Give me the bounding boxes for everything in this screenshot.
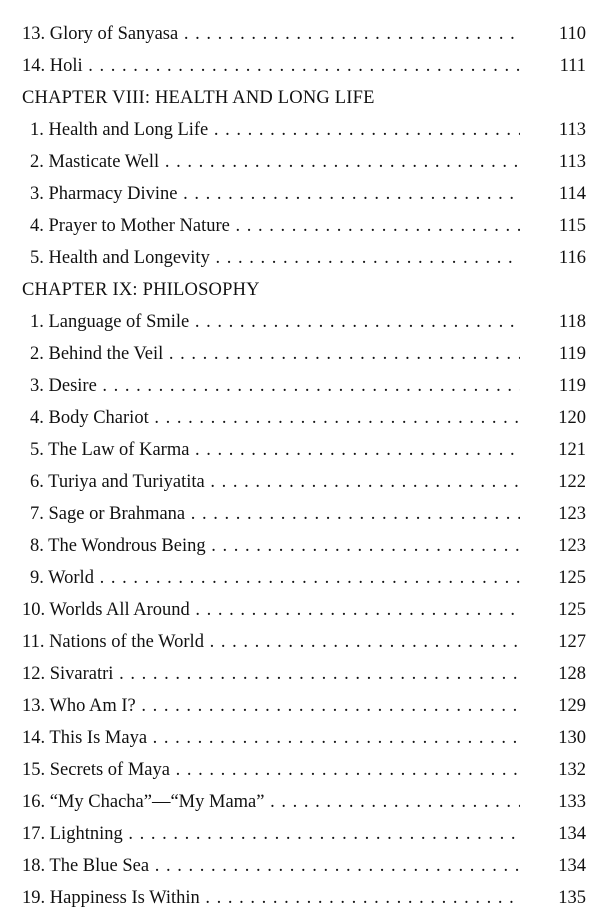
toc-entry-page: 113 [558, 120, 586, 140]
toc-entry-title: 16. “My Chacha”—“My Mama” . . . [22, 786, 520, 818]
toc-entry-title: 8. The Wondrous Being . . . [30, 530, 520, 562]
toc-entry[interactable] [0, 402, 600, 434]
toc-entry-title: 17. Lightning . . . [22, 818, 520, 850]
toc-entry-page: 122 [558, 472, 586, 492]
toc-entry-page: 130 [558, 728, 586, 748]
toc-entry-page: 129 [558, 696, 586, 716]
toc-entry-title: 13. Glory of Sanyasa . . . [22, 18, 520, 50]
toc-entry-page: 113 [558, 152, 586, 172]
toc-entry-page: 123 [558, 536, 586, 556]
toc-entry-title: 6. Turiya and Turiyatita . . . [30, 466, 520, 498]
toc-entry[interactable] [0, 370, 600, 402]
toc-entry-title: 5. Health and Longevity . . . [30, 242, 520, 274]
toc-entry[interactable] [0, 594, 600, 626]
toc-entry-title: 4. Body Chariot . . . [30, 402, 520, 434]
toc-entry-page: 119 [558, 344, 586, 364]
toc-entry-page: 121 [558, 440, 586, 460]
chapter-heading [0, 82, 600, 114]
toc-entry-title: 19. Happiness Is Within . . . [22, 882, 520, 914]
toc-entry-page: 127 [558, 632, 586, 652]
toc-entry-title: 9. World . . . [30, 562, 520, 594]
toc-entry-title: 14. This Is Maya . . . [22, 722, 520, 754]
toc-entry-title: 7. Sage or Brahmana . . . [30, 498, 520, 530]
toc-entry-page: 111 [559, 56, 586, 76]
chapter-heading-text: CHAPTER VIII: HEALTH AND LONG LIFE [22, 88, 375, 108]
toc-entry[interactable] [0, 818, 600, 850]
toc-entry-title: 3. Desire . . . [30, 370, 520, 402]
toc-entry-title: 5. The Law of Karma . . . [30, 434, 520, 466]
toc-entry-page: 133 [558, 792, 586, 812]
toc-entry-page: 125 [558, 568, 586, 588]
toc-entry[interactable] [0, 146, 600, 178]
toc-entry-title: 14. Holi . . . [22, 50, 520, 82]
toc-entry[interactable] [0, 50, 600, 82]
toc-entry-page: 132 [558, 760, 586, 780]
toc-entry-page: 125 [558, 600, 586, 620]
toc-entry-title: 13. Who Am I? . . . [22, 690, 520, 722]
toc-entry-page: 134 [558, 824, 586, 844]
toc-entry[interactable] [0, 850, 600, 882]
toc-entry[interactable] [0, 786, 600, 818]
toc-entry[interactable] [0, 562, 600, 594]
toc-entry[interactable] [0, 626, 600, 658]
chapter-heading [0, 274, 600, 306]
toc-entry-title: 15. Secrets of Maya . . . [22, 754, 520, 786]
toc-entry[interactable] [0, 338, 600, 370]
table-of-contents [0, 18, 600, 914]
toc-entry[interactable] [0, 242, 600, 274]
toc-entry-title: 4. Prayer to Mother Nature . . . [30, 210, 520, 242]
toc-entry-title: 10. Worlds All Around . . . [22, 594, 520, 626]
toc-entry[interactable] [0, 658, 600, 690]
toc-entry-page: 123 [558, 504, 586, 524]
toc-entry-page: 134 [558, 856, 586, 876]
toc-entry[interactable] [0, 306, 600, 338]
toc-entry[interactable] [0, 18, 600, 50]
toc-entry-page: 118 [558, 312, 586, 332]
toc-entry-page: 120 [558, 408, 586, 428]
toc-entry[interactable] [0, 178, 600, 210]
toc-entry[interactable] [0, 690, 600, 722]
toc-entry-title: 12. Sivaratri . . . [22, 658, 520, 690]
toc-entry[interactable] [0, 754, 600, 786]
toc-entry-title: 3. Pharmacy Divine . . . [30, 178, 520, 210]
toc-entry-page: 135 [558, 888, 586, 908]
chapter-heading-text: CHAPTER IX: PHILOSOPHY [22, 280, 260, 300]
toc-entry-title: 11. Nations of the World . . . [22, 626, 520, 658]
toc-entry[interactable] [0, 210, 600, 242]
toc-entry[interactable] [0, 466, 600, 498]
toc-entry[interactable] [0, 722, 600, 754]
toc-entry-title: 2. Behind the Veil . . . [30, 338, 520, 370]
toc-entry-title: 1. Health and Long Life . . . [30, 114, 520, 146]
toc-entry-title: 2. Masticate Well . . . [30, 146, 520, 178]
toc-entry-page: 110 [558, 24, 586, 44]
toc-entry[interactable] [0, 434, 600, 466]
toc-entry-title: 18. The Blue Sea . . . [22, 850, 520, 882]
toc-entry-page: 115 [558, 216, 586, 236]
toc-entry-page: 119 [558, 376, 586, 396]
toc-entry-title: 1. Language of Smile . . . [30, 306, 520, 338]
toc-entry-page: 116 [558, 248, 586, 268]
toc-entry-page: 114 [558, 184, 586, 204]
toc-entry-page: 128 [558, 664, 586, 684]
toc-entry[interactable] [0, 498, 600, 530]
toc-entry[interactable] [0, 114, 600, 146]
toc-entry[interactable] [0, 882, 600, 914]
toc-entry[interactable] [0, 530, 600, 562]
